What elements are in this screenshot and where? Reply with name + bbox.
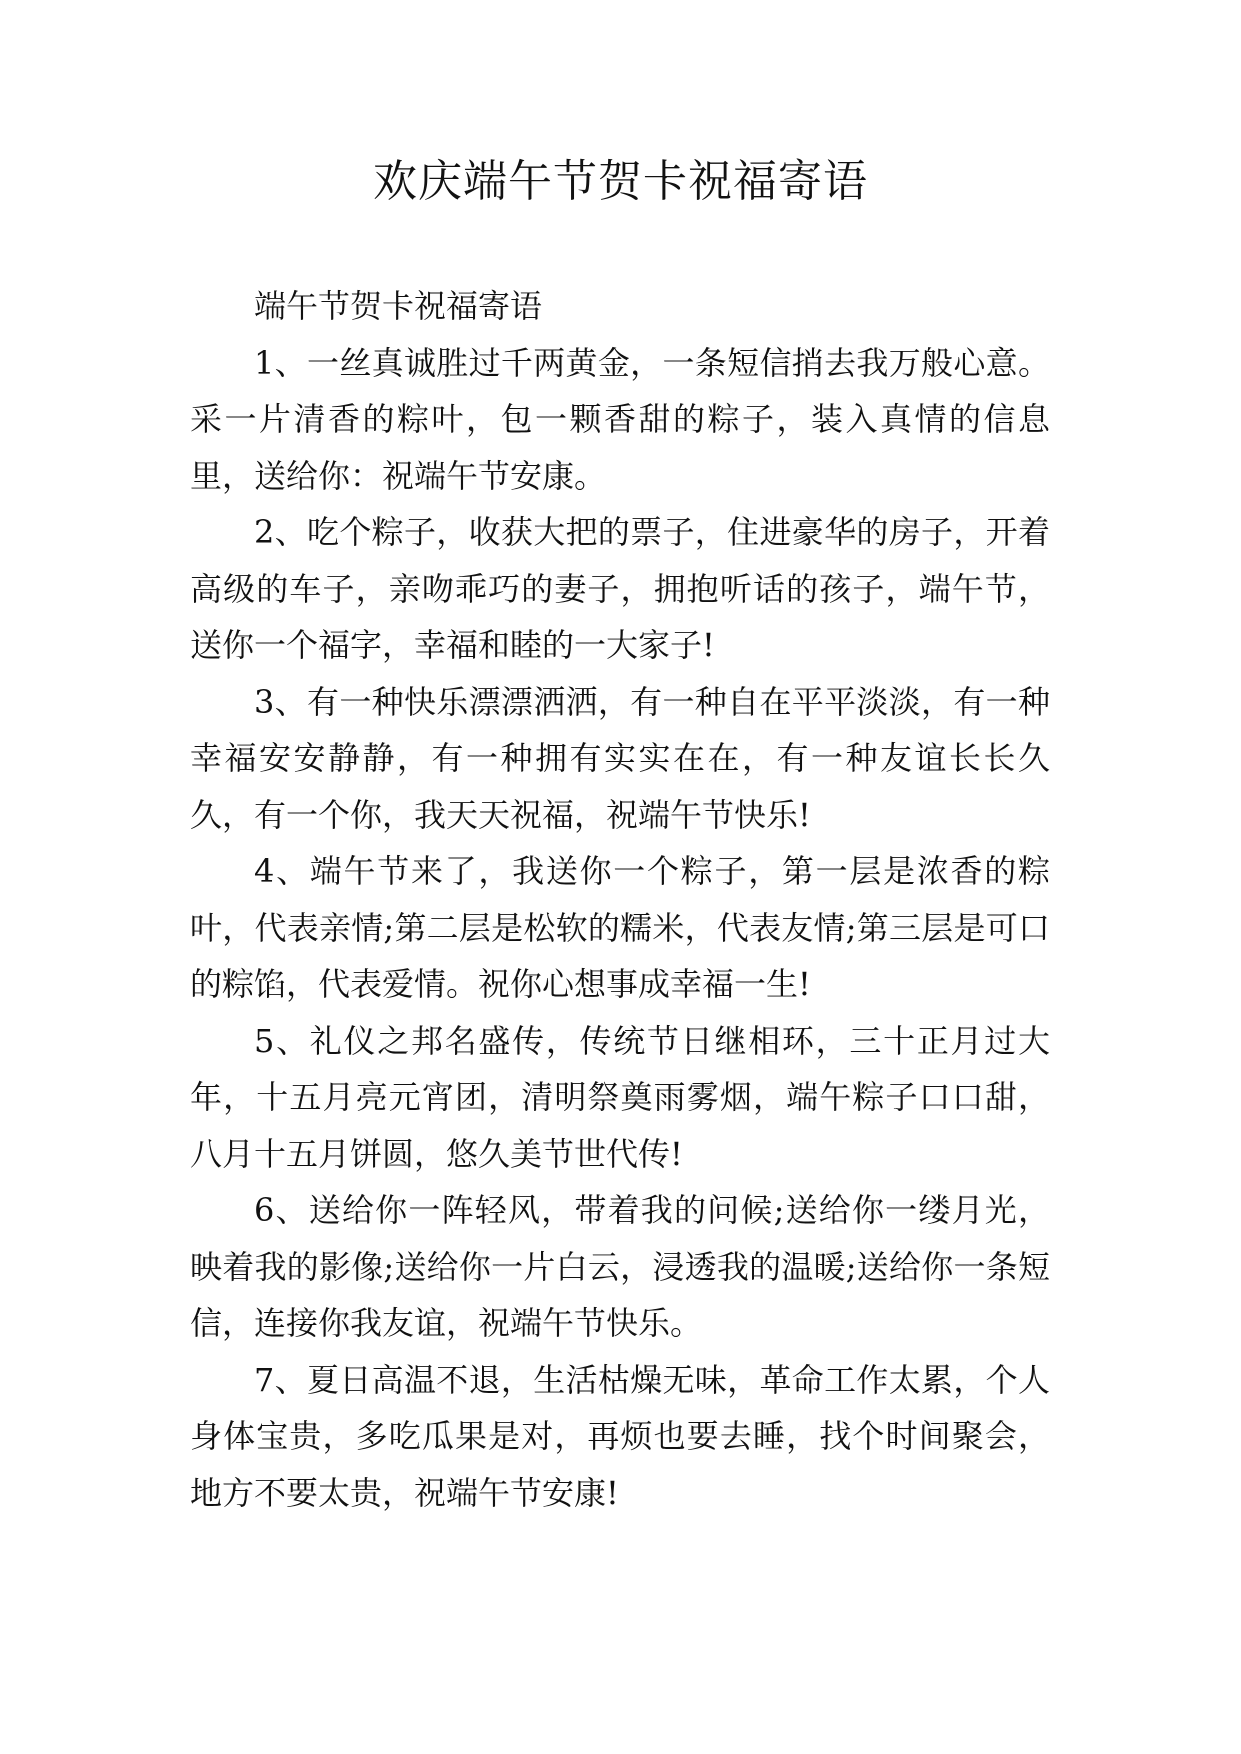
- paragraph-4: 4、端午节来了，我送你一个粽子，第一层是浓香的粽叶，代表亲情;第二层是松软的糯米，代表友情;第三层是可口的粽馅，代表爱情。祝你心想事成幸福一生!: [190, 852, 1050, 1003]
- paragraph-5: 5、礼仪之邦名盛传，传统节日继相环，三十正月过大年，十五月亮元宵团，清明祭奠雨雾烟，端午粽子口口甜，八月十五月饼圆，悠久美节世代传!: [190, 1021, 1050, 1173]
- paragraph-2: 2、吃个粽子，收获大把的票子，住进豪华的房子，开着高级的车子，亲吻乖巧的妻子，拥抱听话的孩子，端午节，送你一个福字，幸福和睦的一大家子!: [190, 513, 1050, 664]
- paragraph-3: 3、有一种快乐漂漂洒洒，有一种自在平平淡淡，有一种幸福安安静静，有一种拥有实实在在，有一种友谊长长久久，有一个你，我天天祝福，祝端午节快乐!: [190, 682, 1050, 834]
- paragraph-1: 1、一丝真诚胜过千两黄金，一条短信捎去我万般心意。采一片清香的粽叶，包一颗香甜的粽子，装入真情的信息里，送给你：祝端午节安康。: [190, 343, 1050, 495]
- page-title: 欢庆端午节贺卡祝福寄语: [373, 156, 868, 207]
- paragraph-6: 6、送给你一阵轻风，带着我的问候;送给你一缕月光，映着我的影像;送给你一片白云，浸透我的温暖;送给你一条短信，连接你我友谊，祝端午节快乐。: [190, 1191, 1050, 1342]
- document-body: [190, 278, 1050, 1521]
- paragraph-7: 7、夏日高温不退，生活枯燥无味，革命工作太累，个人身体宝贵，多吃瓜果是对，再烦也要去睡，找个时间聚会，地方不要太贵，祝端午节安康!: [190, 1360, 1050, 1512]
- section-heading: 端午节贺卡祝福寄语: [254, 287, 543, 325]
